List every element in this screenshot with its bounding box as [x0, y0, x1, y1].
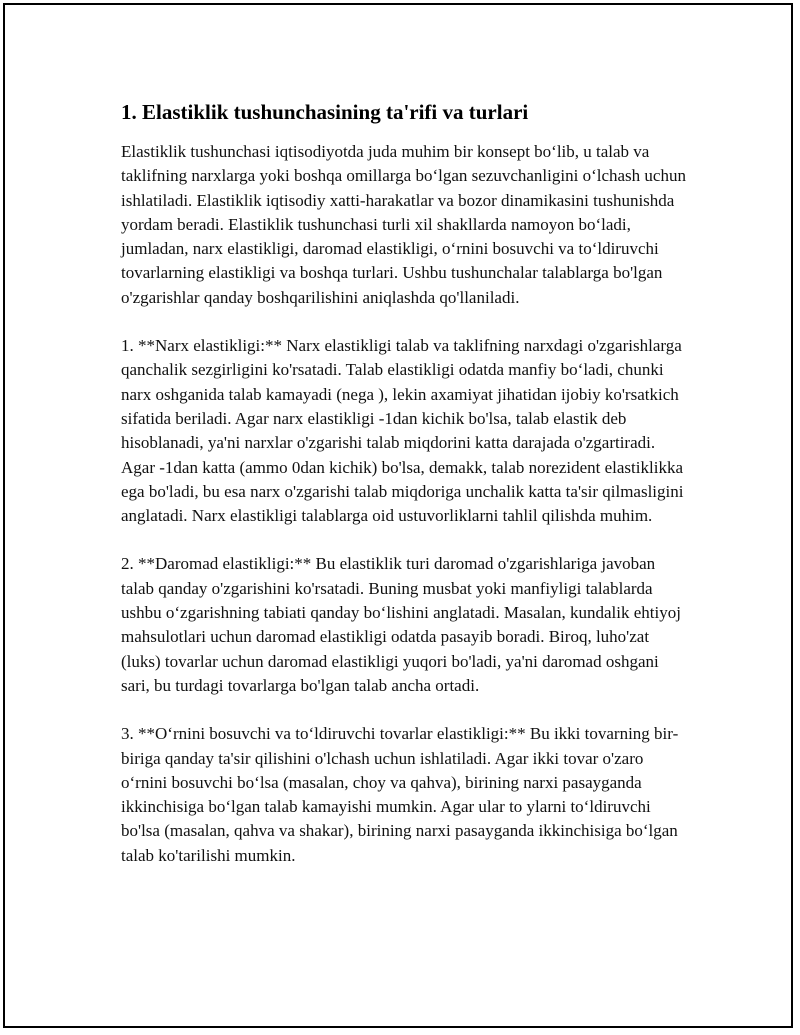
paragraph-intro: Elastiklik tushunchasi iqtisodiyotda juda muhim bir konsept bo‘lib, u talab va taklifning narxlarga yoki boshqa omillarga bo‘lgan sezuvchanligini o‘lchash uchun ishlatiladi. Elastiklik iqtisodiy xatti-harakatlar va bozor dinamikasini tushunishda yordam beradi. Elastiklik tushunchasi turli xil shakllarda namoyon bo‘ladi, jumladan, narx elastikligi, daromad elastikligi, o‘rnini bosuvchi va to‘ldiruvchi tovarlarning elastikligi va boshqa turlari. Ushbu tushunchalar talablarga bo'lgan o'zgarishlar qanday boshqarilishini aniqlashda qo'llaniladi. [121, 142, 686, 307]
paragraph-price-elasticity: 1. **Narx elastikligi:** Narx elastikligi talab va taklifning narxdagi o'zgarishlarga qanchalik sezgirligini ko'rsatadi. Talab elastikligi odatda manfiy bo‘ladi, chunki narx oshganida talab kamayadi (nega ), lekin axamiyat jihatidan ijobiy ko'rsatkich sifatida beriladi. Agar narx elastikligi -1dan kichik bo'lsa, talab elastik deb hisoblanadi, ya'ni narxlar o'zgarishi talab miqdorini katta darajada o'zgartiradi. Agar -1dan katta (ammo 0dan kichik) bo'lsa, demakk, talab norezident elastiklikka ega bo'ladi, bu esa narx o'zgarishi talab miqdoriga unchalik katta ta'sir qilmasligini anglatadi. Narx elastikligi talablarga oid ustuvorliklarni tahlil qilishda muhim. [121, 336, 684, 526]
section-title: 1. Elastiklik tushunchasining ta'rifi va turlari [121, 100, 529, 124]
paragraph-income-elasticity: 2. **Daromad elastikligi:** Bu elastiklik turi daromad o'zgarishlariga javoban talab qanday o'zgarishini ko'rsatadi. Buning musbat yoki manfiyligi talablarda ushbu o‘zgarishning tabiati qanday bo‘lishini anglatadi. Masalan, kundalik ehtiyoj mahsulotlari uchun daromad elastikligi odatda pasayib boradi. Biroq, luho'zat (luks) tovarlar uchun daromad elastikligi yuqori bo'ladi, ya'ni daromad oshgani sari, bu turdagi tovarlarga bo'lgan talab ancha ortadi. [121, 554, 681, 695]
document-page [3, 3, 793, 1028]
document-content [121, 98, 687, 892]
paragraph-cross-elasticity: 3. **O‘rnini bosuvchi va to‘ldiruvchi tovarlar elastikligi:** Bu ikki tovarning bir-biriga qanday ta'sir qilishini o'lchash uchun ishlatiladi. Agar ikki tovar o'zaro o‘rnini bosuvchi bo‘lsa (masalan, choy va qahva), birining narxi pasayganda ikkinchisiga bo‘lgan talab kamayishi mumkin. Agar ular to ylarni to‘ldiruvchi bo'lsa (masalan, qahva va shakar), birining narxi pasayganda ikkinchisiga bo‘lgan talab ko'tarilishi mumkin. [121, 724, 679, 865]
